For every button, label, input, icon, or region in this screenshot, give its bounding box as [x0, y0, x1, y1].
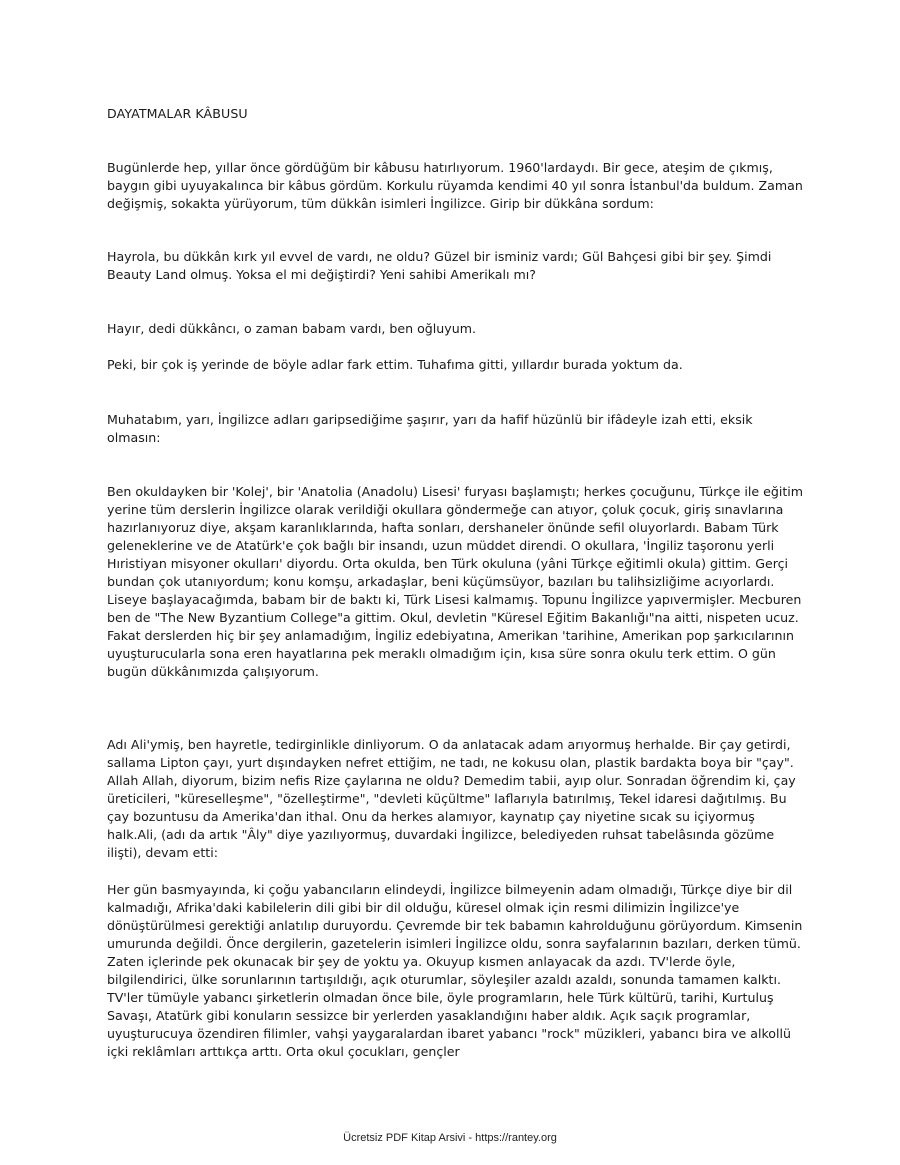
paragraph-1: Bugünlerde hep, yıllar önce gördüğüm bir kâbusu hatırlıyorum. 1960'lardaydı. Bir gece, ateşim de çıkmış, baygın gibi uyuyakalınca bir kâbus gördüm. Korkulu rüyamda kendimi 40 yıl sonra İstanbul'da buldum. Zaman değişmiş, sokakta yürüyorum, tüm dükkân isimleri İngilizce. Girip bir dükkâna sordum: [107, 160, 803, 211]
paragraph-3: Hayır, dedi dükkâncı, o zaman babam vardı, ben oğluyum. [107, 321, 476, 336]
paragraph-6: Ben okuldayken bir 'Kolej', bir 'Anatolia (Anadolu) Lisesi' furyası başlamıştı; herkes çocuğunu, Türkçe ile eğitim yerine tüm derslerin İngilizce olarak verildiği okullara göndermeğe can atıyor, çoluk çocuk, giriş sınavlarına hazırlanıyoruz diye, akşam karanlıklarında, hafta sonları, dershaneler önünde sefil oluyorlardı. Babam Türk geleneklerine ve de Atatürk'e çok bağlı bir insandı, uzun müddet direndi. O okullara, 'İngiliz taşoronu yerli Hıristiyan misyoner okulları' diyordu. Orta okulda, ben Türk okuluna (yâni Türkçe eğitimli okula) gittim. Gerçi bundan çok utanıyordum; konu komşu, arkadaşlar, beni küçümsüyor, bazıları bu talihsizliğime acıyorlardı. Liseye başlayacağımda, babam bir de baktı ki, Türk Lisesi kalmamış. Topunu İngilizce yapıvermişler. Mecburen ben de "The New Byzantium College"a gittim. Okul, devletin "Küresel Eğitim Bakanlığı"na aitti, nispeten ucuz. Fakat derslerden hiç bir şey anlamadığım, İngiliz edebiyatına, Amerikan 'tarihine, Amerikan pop şarkıcılarının uyuşturucularla sona eren hayatlarına pek meraklı olmadığım için, kısa süre sonra okulu terk ettim. O gün bugün dükkânımızda çalışıyorum. [107, 484, 804, 679]
footer-watermark: Ücretsiz PDF Kitap Arsivi - https://rantey.org [343, 1132, 557, 1144]
paragraph-7: Adı Ali'ymiş, ben hayretle, tedirginlikle dinliyorum. O da anlatacak adam arıyormuş herhalde. Bir çay getirdi, sallama Lipton çayı, yurt dışındayken nefret ettiğim, ne tadı, ne kokusu olan, plastik bardakta boya bir "çay". Allah Allah, diyorum, bizim nefis Rize çaylarına ne oldu? Demedim tabii, ayıp olur. Sonradan öğrendim ki, çay üreticileri, "küreselleşme", "özelleştirme", "devleti küçültme" laflarıyla batırılmış, Tekel idaresi dağıtılmış. Bu çay bozuntusu da Amerika'dan ithal. Onu da herkes alamıyor, kaynatıp çay niyetine sıcak su içiyormuş halk.Ali, (adı da artık "Âly" diye yazılıyormuş, duvardaki İngilizce, belediyeden ruhsat tabelâsında gözüme ilişti), devam etti: [107, 737, 796, 860]
paragraph-5: Muhatabım, yarı, İngilizce adları garipsediğime şaşırır, yarı da hafif hüzünlü bir ifâdeyle izah etti, eksik olmasın: [107, 412, 753, 445]
paragraph-4: Peki, bir çok iş yerinde de böyle adlar fark ettim. Tuhafıma gitti, yıllardır burada yoktum da. [107, 357, 683, 372]
document-title: DAYATMALAR KÂBUSU [107, 106, 248, 121]
paragraph-8: Her gün basmyayında, ki çoğu yabancıların elindeydi, İngilizce bilmeyenin adam olmadığı, Türkçe diye bir dil kalmadığı, Afrika'daki kabilelerin dili gibi bir dil olduğu, küresel olmak için resmi dilimizin İngilizce'ye dönüştürülmesi gerektiği anlatılıp duruyordu. Çevremde bir tek babamın kahrolduğunu görüyordum. Kimsenin umurunda değildi. Önce dergilerin, gazetelerin isimleri İngilizce oldu, sonra sayfalarının bazıları, derken tümü. Zaten içlerinde pek okunacak bir şey de yoktu ya. Okuyup kısmen anlayacak da azdı. TV'lerde öyle, bilgilendirici, ülke sorunlarının tartışıldığı, açık oturumlar, söyleşiler azaldı azaldı, sonunda tamamen kalktı. TV'ler tümüyle yabancı şirketlerin olmadan önce bile, öyle programların, hele Türk kültürü, tarihi, Kurtuluş Savaşı, Atatürk gibi konuların sessizce bir yerlerden yasaklandığını haber aldık. Açık saçık programlar, uyuşturucuya özendiren filimler, vahşi yaygaralardan ibaret yabancı "rock" müzikleri, yabancı bira ve alkollü içki reklâmları arttıkça arttı. Orta okul çocukları, gençler [107, 882, 803, 1059]
paragraph-2: Hayrola, bu dükkân kırk yıl evvel de vardı, ne oldu? Güzel bir isminiz vardı; Gül Bahçesi gibi bir şey. Şimdi Beauty Land olmuş. Yoksa el mi değiştirdi? Yeni sahibi Amerikalı mı? [107, 249, 772, 282]
